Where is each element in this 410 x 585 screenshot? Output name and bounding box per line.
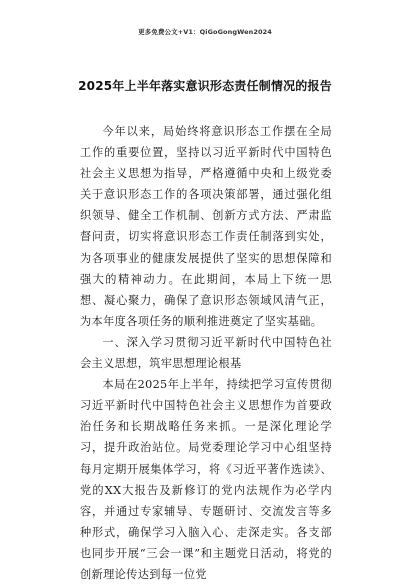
document-title: 2025年上半年落实意识形态责任制情况的报告: [78, 79, 332, 93]
section-heading-1: 一、深入学习贯彻习近平新时代中国特色社会主义思想，筑牢思想理论根基: [80, 335, 332, 371]
paragraph-intro: 今年以来，局始终将意识形态工作摆在全局工作的重要位置，坚持以习近平新时代中国特色社会主义思想为指导，严格遵循中央和上级党委关于意识形态工作的各项决策部署，通过强化组织领导、健全工作机制、创新方式方法、严肃监督问责，切实将意识形态工作责任制落到实处，为各项事业的健康发展提供了坚实的思想保障和强大的精神动力。在此期间，本局上下统一思想、凝心聚力，确保了意识形态领域风清气正，为本年度各项任务的顺利推进奠定了坚实基础。: [80, 125, 332, 328]
header-note: 更多免费公文+V1：QiGoGongWen2024: [138, 28, 272, 36]
document-body: [80, 121, 332, 585]
paragraph-section-1: 本局在2025年上半年，持续把学习宣传贯彻习近平新时代中国特色社会主义思想作为首要政治任务和长期战略任务来抓。一是深化理论学习，提升政治站位。局党委理论学习中心组坚持每月定期开展集体学习，将《习近平著作选读》、党的XX大报告及新修订的党内法规作为必学内容，并通过专家辅导、专题研讨、交流发言等多种形式，确保学习入脑入心、走深走实。各支部也同步开展“三会一课”和主题党日活动，将党的创新理论传达到每一位党: [80, 378, 332, 581]
